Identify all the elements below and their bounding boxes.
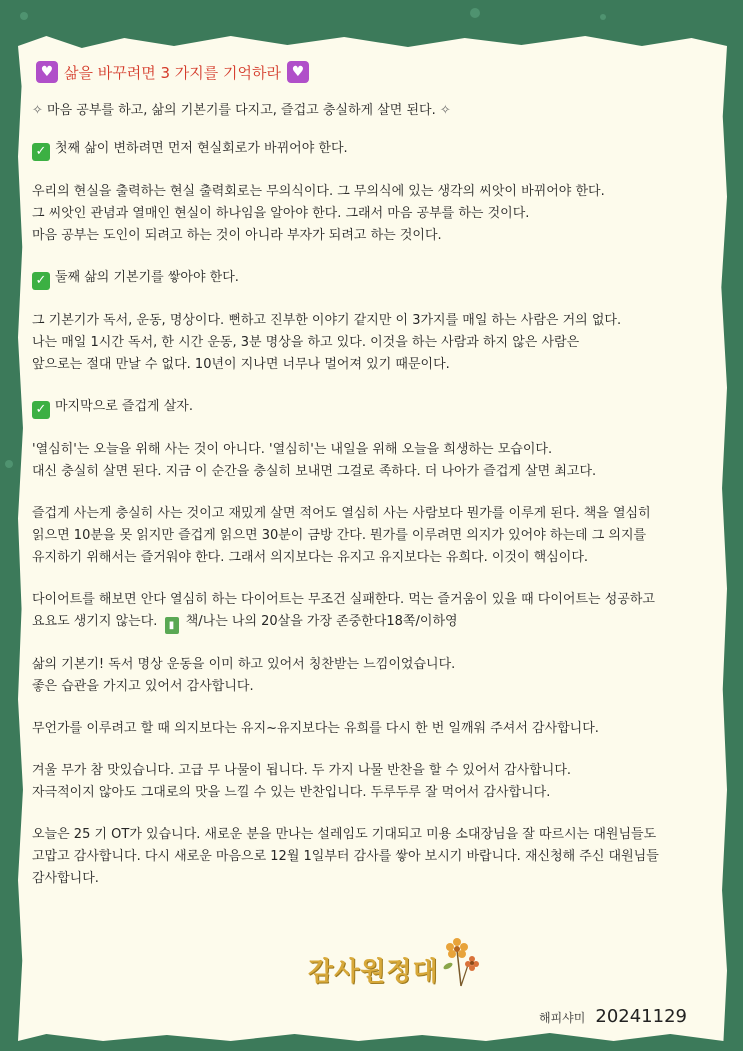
sparkle-icon: ✧ (439, 103, 451, 118)
section1-heading (32, 138, 712, 161)
purple-heart-icon: ♥ (287, 61, 309, 83)
paragraph-line: 그 기본기가 독서, 운동, 명상이다. 뻔하고 진부한 이야기 같지만 이 3가지를 매일 하는 사람은 거의 없다. (32, 313, 622, 328)
paragraph-line: 유지하기 위해서는 즐거워야 한다. 그래서 의지보다는 유지고 유지보다는 유희다. 이것이 핵심이다. (32, 550, 589, 565)
paragraph-4 (32, 503, 712, 569)
bg-dot (600, 14, 606, 20)
paragraph-8 (32, 760, 712, 804)
paragraph-5 (32, 589, 712, 634)
paragraph-line: '열심히'는 오늘을 위해 사는 것이 아니다. '열심히'는 내일을 위해 오늘을 희생하는 모습이다. (32, 442, 553, 457)
paragraph-line: 그 씨앗인 관념과 열매인 현실이 하나임을 알아야 한다. 그래서 마음 공부를 하는 것이다. (32, 206, 530, 221)
paragraph-line: 즐겁게 사는게 충실히 사는 것이고 재밌게 살면 적어도 열심히 사는 사람보다 뭔가를 이루게 된다. 책을 열심히 (32, 506, 651, 521)
footer (539, 1006, 687, 1027)
section2-heading-text: 둘째 삶의 기본기를 쌓아야 한다. (55, 270, 239, 285)
paragraph-line: 자극적이지 않아도 그대로의 맛을 느낄 수 있는 반찬입니다. 두루두루 잘 먹어서 감사합니다. (32, 785, 551, 800)
section3-body (32, 439, 712, 483)
logo-text: 감사원정대 (308, 957, 439, 987)
intro-line (32, 100, 712, 122)
date-stamp: 20241129 (595, 1006, 687, 1027)
paragraph-line: 감사합니다. (32, 871, 99, 886)
paragraph-line: 무언가를 이루려고 할 때 의지보다는 유지~유지보다는 유희를 다시 한 번 일깨워 주셔서 감사합니다. (32, 721, 599, 736)
paragraph-line: 앞으로는 절대 만날 수 없다. 10년이 지나면 너무나 멀어져 있기 때문이다. (32, 357, 450, 372)
bg-dot (470, 8, 480, 18)
check-mark-icon: ✓ (32, 272, 50, 290)
paragraph-line: 삶의 기본기! 독서 명상 운동을 이미 하고 있어서 칭찬받는 느낌이었습니다. (32, 657, 456, 672)
section2-body (32, 310, 712, 376)
check-mark-icon: ✓ (32, 401, 50, 419)
book-citation: 책/나는 나의 20살을 가장 존중한다18쪽/이하영 (185, 614, 458, 629)
section2-heading (32, 267, 712, 290)
intro-text: 마음 공부를 하고, 삶의 기본기를 다지고, 즐겁고 충실하게 살면 된다. (47, 103, 436, 118)
paragraph-line: 오늘은 25 기 OT가 있습니다. 새로운 분을 만나는 설레임도 기대되고 미용 소대장님을 잘 따르시는 대원님들도 (32, 827, 657, 842)
title-row (36, 58, 712, 86)
purple-heart-icon: ♥ (36, 61, 58, 83)
document-body (32, 58, 712, 890)
paragraph-line: 고맙고 감사합니다. 다시 새로운 마음으로 12월 1일부터 감사를 쌓아 보시기 바랍니다. 재신청해 주신 대원님들 (32, 849, 659, 864)
flower-icon (439, 932, 483, 988)
section3-heading-text: 마지막으로 즐겁게 살자. (55, 399, 193, 414)
paragraph-6 (32, 654, 712, 698)
paragraph-text: 요요도 생기지 않는다. (32, 614, 158, 629)
paragraph-line: 좋은 습관을 가지고 있어서 감사합니다. (32, 679, 254, 694)
paragraph-line: 마음 공부는 도인이 되려고 하는 것이 아니라 부자가 되려고 하는 것이다. (32, 228, 442, 243)
section1-body (32, 181, 712, 247)
sparkle-icon: ✧ (32, 103, 43, 118)
section3-heading (32, 396, 712, 419)
signature: 해피샤미 (539, 1011, 586, 1025)
paragraph-line: 읽으면 10분을 못 읽지만 즐겁게 읽으면 30분이 금방 간다. 뭔가를 이루려면 의지가 있어야 하는데 그 의지를 (32, 528, 647, 543)
paragraph-line: 겨울 무가 참 맛있습니다. 고급 무 나물이 됩니다. 두 가지 나물 반찬을 할 수 있어서 감사합니다. (32, 763, 572, 778)
paragraph-line: 우리의 현실을 출력하는 현실 출력회로는 무의식이다. 그 무의식에 있는 생각의 씨앗이 바뀌어야 한다. (32, 184, 605, 199)
gratitude-logo (308, 932, 483, 988)
paragraph-line: 대신 충실히 살면 된다. 지금 이 순간을 충실히 보내면 그걸로 족하다. 더 나아가 즐겁게 살면 최고다. (32, 464, 597, 479)
paragraph-line: 다이어트를 해보면 안다 열심히 하는 다이어트는 무조건 실패한다. 먹는 즐거움이 있을 때 다이어트는 성공하고 (32, 592, 655, 607)
page-title: 삶을 바꾸려면 3 가지를 기억하라 (64, 63, 281, 82)
paragraph-7 (32, 718, 712, 740)
bg-dot (5, 460, 13, 468)
check-mark-icon: ✓ (32, 143, 50, 161)
bg-dot (20, 12, 28, 20)
paragraph-9 (32, 824, 712, 890)
green-book-icon: ▮ (165, 617, 179, 634)
section1-heading-text: 첫째 삶이 변하려면 먼저 현실회로가 바뀌어야 한다. (55, 141, 348, 156)
paragraph-line (32, 611, 712, 634)
paragraph-line: 나는 매일 1시간 독서, 한 시간 운동, 3분 명상을 하고 있다. 이것을 하는 사람과 하지 않은 사람은 (32, 335, 580, 350)
